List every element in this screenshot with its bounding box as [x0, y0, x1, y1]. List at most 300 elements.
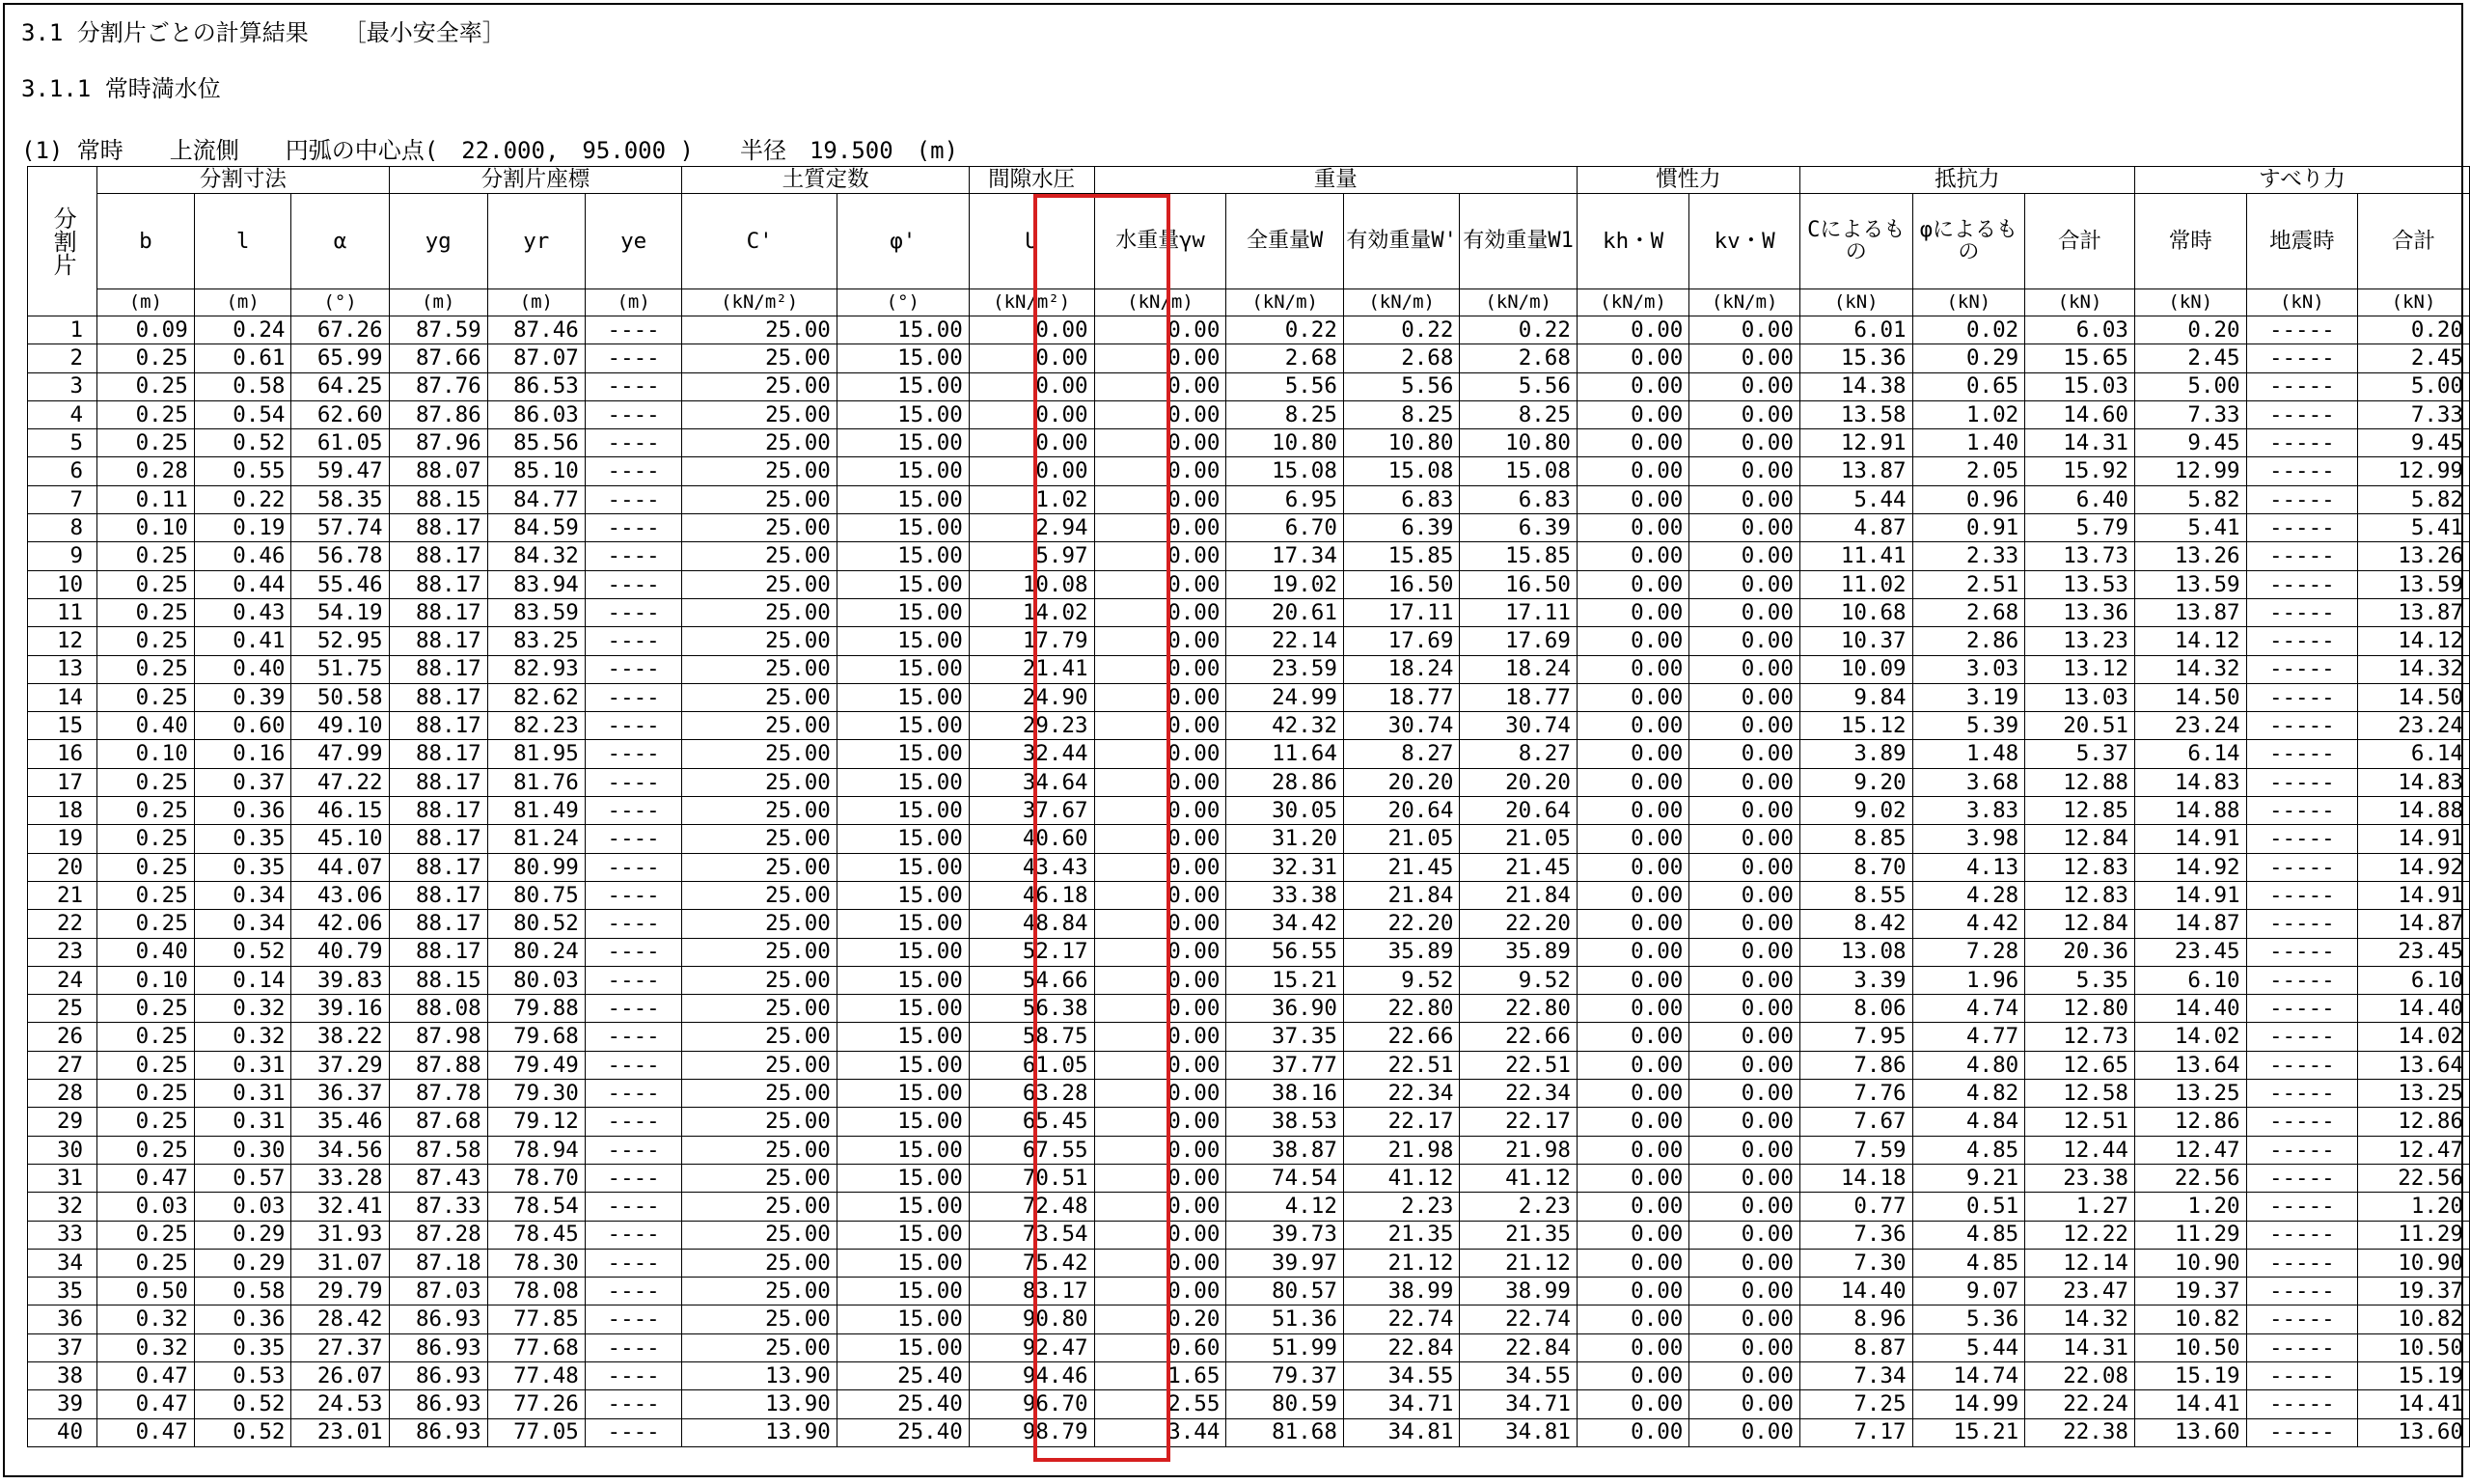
- table-cell: 8.27: [1343, 740, 1460, 768]
- slice-number-cell: 19: [28, 825, 97, 853]
- table-cell: 34.81: [1343, 1418, 1460, 1446]
- table-cell: -----: [2246, 683, 2357, 711]
- table-cell: 75.42: [969, 1249, 1094, 1277]
- table-cell: 0.54: [194, 400, 291, 428]
- table-cell: 14.40: [2134, 995, 2246, 1023]
- table-cell: 24.90: [969, 683, 1094, 711]
- table-cell: 13.87: [1799, 457, 1912, 485]
- table-cell: 25.00: [682, 881, 837, 909]
- slice-number-cell: 20: [28, 853, 97, 881]
- table-cell: 15.00: [837, 712, 969, 740]
- table-cell: 11.29: [2358, 1221, 2470, 1249]
- table-cell: 0.00: [1094, 655, 1226, 683]
- table-cell: 88.17: [389, 881, 487, 909]
- table-cell: 25.00: [682, 1164, 837, 1192]
- table-cell: 0.00: [1689, 853, 1800, 881]
- table-cell: 0.29: [194, 1249, 291, 1277]
- table-cell: 21.84: [1343, 881, 1460, 909]
- table-cell: 12.22: [2025, 1221, 2135, 1249]
- table-cell: 0.00: [1577, 316, 1688, 344]
- table-cell: 25.00: [682, 400, 837, 428]
- table-cell: 15.00: [837, 797, 969, 825]
- table-cell: 25.00: [682, 825, 837, 853]
- table-cell: 12.73: [2025, 1023, 2135, 1051]
- table-cell: 0.00: [1094, 429, 1226, 457]
- table-cell: 0.00: [1577, 1051, 1688, 1079]
- table-row: [28, 1108, 2470, 1136]
- table-cell: 25.00: [682, 683, 837, 711]
- table-cell: 38.99: [1460, 1278, 1577, 1305]
- table-cell: 0.32: [194, 1023, 291, 1051]
- table-cell: 4.85: [1912, 1221, 2025, 1249]
- table-cell: 0.52: [194, 1390, 291, 1418]
- table-cell: 49.10: [291, 712, 389, 740]
- table-cell: 15.00: [837, 966, 969, 994]
- table-cell: 0.00: [1094, 910, 1226, 938]
- table-cell: 6.14: [2134, 740, 2246, 768]
- table-cell: 17.69: [1460, 627, 1577, 655]
- table-cell: 0.47: [97, 1361, 195, 1389]
- table-cell: 12.83: [2025, 881, 2135, 909]
- table-row: [28, 683, 2470, 711]
- table-cell: ----: [585, 768, 682, 796]
- table-cell: 39.73: [1226, 1221, 1343, 1249]
- slice-number-cell: 38: [28, 1361, 97, 1389]
- table-cell: 78.70: [487, 1164, 585, 1192]
- table-cell: 13.90: [682, 1361, 837, 1389]
- table-cell: 5.56: [1460, 372, 1577, 400]
- table-cell: 2.55: [1094, 1390, 1226, 1418]
- table-cell: 16.50: [1460, 570, 1577, 598]
- table-cell: -----: [2246, 655, 2357, 683]
- table-cell: 0.00: [1689, 344, 1800, 372]
- table-cell: 0.25: [97, 1023, 195, 1051]
- table-cell: 7.25: [1799, 1390, 1912, 1418]
- table-cell: 0.00: [1577, 1305, 1688, 1333]
- table-cell: 8.70: [1799, 853, 1912, 881]
- table-cell: 22.17: [1343, 1108, 1460, 1136]
- table-cell: 15.00: [837, 910, 969, 938]
- table-cell: ----: [585, 683, 682, 711]
- slice-number-cell: 28: [28, 1080, 97, 1108]
- table-cell: 86.93: [389, 1418, 487, 1446]
- table-cell: 0.25: [97, 1080, 195, 1108]
- table-cell: 0.14: [194, 966, 291, 994]
- table-cell: 0.00: [1577, 1390, 1688, 1418]
- table-cell: 86.93: [389, 1390, 487, 1418]
- table-cell: 87.78: [389, 1080, 487, 1108]
- table-cell: 0.00: [1689, 429, 1800, 457]
- table-cell: 13.08: [1799, 938, 1912, 966]
- table-cell: ----: [585, 1108, 682, 1136]
- table-cell: 34.55: [1343, 1361, 1460, 1389]
- table-cell: 15.36: [1799, 344, 1912, 372]
- table-cell: 0.00: [969, 400, 1094, 428]
- table-cell: 25.40: [837, 1361, 969, 1389]
- table-cell: 72.48: [969, 1193, 1094, 1221]
- table-cell: 31.93: [291, 1221, 389, 1249]
- table-cell: 13.59: [2358, 570, 2470, 598]
- table-cell: 0.03: [97, 1193, 195, 1221]
- table-cell: 87.28: [389, 1221, 487, 1249]
- table-cell: 0.00: [1094, 344, 1226, 372]
- table-cell: 15.00: [837, 683, 969, 711]
- table-cell: 13.87: [2134, 598, 2246, 626]
- table-cell: 13.25: [2358, 1080, 2470, 1108]
- unit-cell: (kN/m): [1460, 289, 1577, 316]
- slice-number-cell: 36: [28, 1305, 97, 1333]
- table-cell: 21.98: [1460, 1136, 1577, 1164]
- table-cell: 0.20: [2134, 316, 2246, 344]
- table-cell: 12.51: [2025, 1108, 2135, 1136]
- table-cell: 25.00: [682, 514, 837, 542]
- table-cell: 10.09: [1799, 655, 1912, 683]
- table-cell: 0.00: [1689, 316, 1800, 344]
- table-cell: 0.00: [1689, 1108, 1800, 1136]
- col-ye: ye: [585, 194, 682, 289]
- table-cell: 15.00: [837, 1051, 969, 1079]
- table-cell: 13.60: [2134, 1418, 2246, 1446]
- table-cell: 7.59: [1799, 1136, 1912, 1164]
- table-cell: 77.05: [487, 1418, 585, 1446]
- table-cell: 21.05: [1460, 825, 1577, 853]
- table-cell: 0.00: [1094, 1080, 1226, 1108]
- table-cell: 0.00: [1689, 655, 1800, 683]
- table-cell: 0.00: [1689, 1278, 1800, 1305]
- table-cell: 14.12: [2358, 627, 2470, 655]
- slice-number-cell: 24: [28, 966, 97, 994]
- table-row: [28, 740, 2470, 768]
- table-cell: 14.02: [2358, 1023, 2470, 1051]
- table-cell: 12.86: [2358, 1108, 2470, 1136]
- table-cell: 12.91: [1799, 429, 1912, 457]
- table-cell: 14.88: [2134, 797, 2246, 825]
- table-row: [28, 655, 2470, 683]
- table-cell: 22.66: [1343, 1023, 1460, 1051]
- col-resist-friction: φによるもの: [1912, 194, 2025, 289]
- table-cell: 0.00: [1689, 570, 1800, 598]
- table-cell: 25.40: [837, 1418, 969, 1446]
- table-cell: 0.00: [1689, 627, 1800, 655]
- unit-cell: (kN/m): [1343, 289, 1460, 316]
- table-cell: 0.25: [97, 542, 195, 570]
- table-cell: 88.17: [389, 598, 487, 626]
- table-cell: 25.00: [682, 1305, 837, 1333]
- table-cell: 1.20: [2358, 1193, 2470, 1221]
- table-cell: 1.40: [1912, 429, 2025, 457]
- table-cell: -----: [2246, 1278, 2357, 1305]
- table-cell: 5.36: [1912, 1305, 2025, 1333]
- table-cell: 0.00: [1689, 683, 1800, 711]
- col-kh-w: kh・W: [1577, 194, 1688, 289]
- table-cell: 39.16: [291, 995, 389, 1023]
- table-row: [28, 1305, 2470, 1333]
- table-cell: 61.05: [969, 1051, 1094, 1079]
- table-cell: 10.82: [2358, 1305, 2470, 1333]
- table-cell: 73.54: [969, 1221, 1094, 1249]
- table-cell: 2.05: [1912, 457, 2025, 485]
- table-cell: 0.00: [1689, 1164, 1800, 1192]
- table-cell: 4.13: [1912, 853, 2025, 881]
- unit-cell: (kN): [2358, 289, 2470, 316]
- slice-number-cell: 22: [28, 910, 97, 938]
- table-cell: 0.00: [1689, 1361, 1800, 1389]
- table-cell: -----: [2246, 938, 2357, 966]
- results-table: [27, 166, 2470, 1447]
- table-cell: 8.85: [1799, 825, 1912, 853]
- table-cell: ----: [585, 457, 682, 485]
- table-cell: -----: [2246, 542, 2357, 570]
- table-cell: 0.52: [194, 938, 291, 966]
- table-cell: 86.03: [487, 400, 585, 428]
- table-cell: 5.41: [2358, 514, 2470, 542]
- table-cell: 34.71: [1343, 1390, 1460, 1418]
- table-cell: 25.00: [682, 372, 837, 400]
- table-cell: 14.91: [2358, 825, 2470, 853]
- group-inertia: 慣性力: [1577, 167, 1799, 194]
- table-row: [28, 1051, 2470, 1079]
- unit-cell: (kN): [1912, 289, 2025, 316]
- table-cell: -----: [2246, 598, 2357, 626]
- table-cell: 0.31: [194, 1080, 291, 1108]
- group-soil-constants: 土質定数: [682, 167, 969, 194]
- table-cell: 58.35: [291, 485, 389, 513]
- group-weight: 重量: [1094, 167, 1577, 194]
- table-cell: 0.00: [1689, 768, 1800, 796]
- unit-cell: (m): [389, 289, 487, 316]
- slice-number-cell: 7: [28, 485, 97, 513]
- unit-cell: (kN/m): [1689, 289, 1800, 316]
- slice-number-cell: 1: [28, 316, 97, 344]
- table-cell: 15.85: [1343, 542, 1460, 570]
- table-cell: 6.14: [2358, 740, 2470, 768]
- table-cell: 0.60: [1094, 1333, 1226, 1361]
- table-cell: 3.03: [1912, 655, 2025, 683]
- table-cell: 15.00: [837, 485, 969, 513]
- table-cell: 10.80: [1460, 429, 1577, 457]
- table-cell: 21.45: [1343, 853, 1460, 881]
- table-cell: 13.36: [2025, 598, 2135, 626]
- unit-cell: (m): [585, 289, 682, 316]
- table-cell: 0.00: [1577, 825, 1688, 853]
- table-cell: 13.90: [682, 1390, 837, 1418]
- table-cell: 0.00: [1577, 1221, 1688, 1249]
- table-cell: 0.35: [194, 825, 291, 853]
- slice-number-cell: 16: [28, 740, 97, 768]
- table-row: [28, 1164, 2470, 1192]
- table-cell: 70.51: [969, 1164, 1094, 1192]
- table-cell: ----: [585, 1164, 682, 1192]
- table-cell: 63.28: [969, 1080, 1094, 1108]
- table-row: [28, 1249, 2470, 1277]
- table-cell: ----: [585, 1193, 682, 1221]
- table-cell: 77.85: [487, 1305, 585, 1333]
- table-cell: 79.49: [487, 1051, 585, 1079]
- table-cell: 0.09: [97, 316, 195, 344]
- table-cell: 25.00: [682, 740, 837, 768]
- table-cell: 88.17: [389, 768, 487, 796]
- table-cell: 40.60: [969, 825, 1094, 853]
- table-cell: 0.22: [1343, 316, 1460, 344]
- table-cell: 13.64: [2358, 1051, 2470, 1079]
- table-cell: 25.00: [682, 966, 837, 994]
- table-cell: -----: [2246, 1051, 2357, 1079]
- slice-number-cell: 12: [28, 627, 97, 655]
- table-cell: 12.80: [2025, 995, 2135, 1023]
- slice-number-cell: 4: [28, 400, 97, 428]
- table-cell: 86.93: [389, 1333, 487, 1361]
- table-cell: 13.23: [2025, 627, 2135, 655]
- table-cell: 0.57: [194, 1164, 291, 1192]
- table-cell: 15.00: [837, 1136, 969, 1164]
- table-cell: 9.45: [2134, 429, 2246, 457]
- table-cell: 0.03: [194, 1193, 291, 1221]
- table-cell: 12.88: [2025, 768, 2135, 796]
- table-row: [28, 1278, 2470, 1305]
- table-cell: 0.60: [194, 712, 291, 740]
- table-cell: 0.25: [97, 825, 195, 853]
- slice-number-cell: 39: [28, 1390, 97, 1418]
- table-cell: 23.01: [291, 1418, 389, 1446]
- table-cell: 32.31: [1226, 853, 1343, 881]
- table-cell: 20.20: [1343, 768, 1460, 796]
- table-cell: 87.68: [389, 1108, 487, 1136]
- table-cell: 7.34: [1799, 1361, 1912, 1389]
- table-cell: 0.25: [97, 797, 195, 825]
- table-cell: ----: [585, 825, 682, 853]
- table-cell: 88.17: [389, 683, 487, 711]
- table-cell: 0.31: [194, 1051, 291, 1079]
- table-cell: 87.43: [389, 1164, 487, 1192]
- table-cell: 87.86: [389, 400, 487, 428]
- slice-number-cell: 14: [28, 683, 97, 711]
- table-cell: 22.80: [1343, 995, 1460, 1023]
- table-cell: 15.00: [837, 1333, 969, 1361]
- table-cell: 87.98: [389, 1023, 487, 1051]
- table-cell: 0.00: [1689, 797, 1800, 825]
- table-cell: 6.39: [1460, 514, 1577, 542]
- table-cell: 0.00: [1577, 627, 1688, 655]
- table-cell: 0.00: [1094, 457, 1226, 485]
- table-cell: 80.03: [487, 966, 585, 994]
- table-cell: 37.35: [1226, 1023, 1343, 1051]
- table-cell: 1.02: [1912, 400, 2025, 428]
- table-cell: 0.25: [97, 655, 195, 683]
- table-cell: 43.06: [291, 881, 389, 909]
- table-cell: 0.00: [1577, 740, 1688, 768]
- table-cell: 11.41: [1799, 542, 1912, 570]
- table-cell: 51.99: [1226, 1333, 1343, 1361]
- table-cell: -----: [2246, 1164, 2357, 1192]
- slice-number-cell: 21: [28, 881, 97, 909]
- table-cell: 3.19: [1912, 683, 2025, 711]
- group-slice-coordinates: 分割片座標: [389, 167, 682, 194]
- table-cell: 83.17: [969, 1278, 1094, 1305]
- table-cell: 22.84: [1343, 1333, 1460, 1361]
- table-cell: 21.12: [1460, 1249, 1577, 1277]
- table-cell: 0.00: [1094, 825, 1226, 853]
- table-cell: 12.84: [2025, 910, 2135, 938]
- table-cell: 88.17: [389, 853, 487, 881]
- table-cell: 0.00: [1094, 1164, 1226, 1192]
- table-cell: 2.45: [2358, 344, 2470, 372]
- table-cell: ----: [585, 910, 682, 938]
- table-cell: 22.38: [2025, 1418, 2135, 1446]
- table-cell: 0.41: [194, 627, 291, 655]
- table-cell: 86.93: [389, 1305, 487, 1333]
- table-cell: 15.00: [837, 1023, 969, 1051]
- table-cell: 21.35: [1460, 1221, 1577, 1249]
- table-cell: 0.47: [97, 1164, 195, 1192]
- table-cell: 0.00: [1577, 683, 1688, 711]
- table-cell: -----: [2246, 570, 2357, 598]
- table-cell: 22.51: [1343, 1051, 1460, 1079]
- table-cell: ----: [585, 316, 682, 344]
- table-row: [28, 1418, 2470, 1446]
- table-cell: 7.86: [1799, 1051, 1912, 1079]
- table-cell: 0.39: [194, 683, 291, 711]
- slice-number-cell: 2: [28, 344, 97, 372]
- table-cell: 8.55: [1799, 881, 1912, 909]
- table-cell: ----: [585, 1249, 682, 1277]
- table-cell: 65.45: [969, 1108, 1094, 1136]
- table-cell: ----: [585, 1136, 682, 1164]
- table-cell: 34.42: [1226, 910, 1343, 938]
- table-cell: 0.52: [194, 1418, 291, 1446]
- table-cell: 31.20: [1226, 825, 1343, 853]
- unit-cell: (kN/m): [1094, 289, 1226, 316]
- table-cell: 17.11: [1460, 598, 1577, 626]
- table-cell: 87.76: [389, 372, 487, 400]
- table-row: [28, 1136, 2470, 1164]
- table-cell: 4.87: [1799, 514, 1912, 542]
- table-cell: 0.00: [1689, 1305, 1800, 1333]
- table-cell: 25.00: [682, 1080, 837, 1108]
- table-cell: ----: [585, 938, 682, 966]
- table-row: [28, 1333, 2470, 1361]
- table-cell: 9.02: [1799, 797, 1912, 825]
- table-cell: 16.50: [1343, 570, 1460, 598]
- table-cell: 0.10: [97, 740, 195, 768]
- table-cell: 83.25: [487, 627, 585, 655]
- table-cell: 3.68: [1912, 768, 2025, 796]
- table-cell: 15.00: [837, 627, 969, 655]
- table-cell: 14.41: [2358, 1390, 2470, 1418]
- table-cell: 0.00: [969, 316, 1094, 344]
- table-cell: 85.56: [487, 429, 585, 457]
- table-cell: 4.77: [1912, 1023, 2025, 1051]
- table-cell: 21.35: [1343, 1221, 1460, 1249]
- table-cell: 25.00: [682, 1249, 837, 1277]
- table-cell: 79.12: [487, 1108, 585, 1136]
- table-cell: 7.30: [1799, 1249, 1912, 1277]
- table-cell: 14.32: [2358, 655, 2470, 683]
- table-cell: 0.20: [1094, 1305, 1226, 1333]
- table-cell: 0.65: [1912, 372, 2025, 400]
- table-cell: -----: [2246, 1333, 2357, 1361]
- table-cell: ----: [585, 1418, 682, 1446]
- table-cell: 15.00: [837, 1305, 969, 1333]
- table-cell: 20.20: [1460, 768, 1577, 796]
- table-cell: 10.68: [1799, 598, 1912, 626]
- table-row: [28, 372, 2470, 400]
- table-cell: 10.80: [1343, 429, 1460, 457]
- table-cell: 5.44: [1799, 485, 1912, 513]
- table-cell: 0.44: [194, 570, 291, 598]
- table-cell: 79.37: [1226, 1361, 1343, 1389]
- table-cell: 25.00: [682, 344, 837, 372]
- table-cell: ----: [585, 344, 682, 372]
